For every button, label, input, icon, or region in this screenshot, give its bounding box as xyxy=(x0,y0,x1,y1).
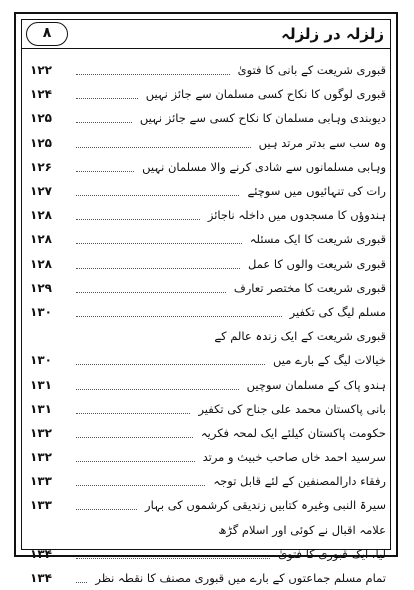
toc-entry-title: قبوری شریعت کے ایک زندہ عالم کے xyxy=(214,329,386,344)
dot-leader xyxy=(76,363,265,365)
toc-entry-title: خیالات لیگ کے بارے میں xyxy=(273,353,386,368)
dot-leader xyxy=(76,267,240,269)
toc-entry-title: قبوری شریعت کا ایک مسئلہ xyxy=(249,232,386,247)
dot-leader xyxy=(76,460,195,462)
toc-entry-page: ۱۳۴ xyxy=(30,571,52,586)
toc-entry-title: سیرۃ النبی وغیرہ کتابیں زندیقی کرشموں کی بہار xyxy=(145,498,386,513)
toc-entry xyxy=(30,179,386,203)
toc-entry-page: ۱۲۸ xyxy=(30,256,52,271)
toc-entry xyxy=(30,131,386,155)
toc-entry-title: ہندوؤں کا مسجدوں میں داخلہ ناجائز xyxy=(207,208,386,223)
toc-entry-title: دیوبندی وہابی مسلمان کا نکاح کسی سے جائز نہیں xyxy=(139,111,386,126)
toc-entry xyxy=(30,518,386,542)
toc-entry-page: ۱۳۱ xyxy=(30,377,52,392)
dot-leader xyxy=(76,73,230,75)
toc-entry-page: ۱۲۷ xyxy=(30,184,52,199)
toc-entry-page: ۱۳۲ xyxy=(30,425,52,440)
dot-leader xyxy=(76,194,239,196)
toc-entry-page: ۱۲۹ xyxy=(30,280,52,295)
dot-leader xyxy=(76,97,138,99)
toc-entry-title: رفقاء دارالمصنفین کے لئے قابل توجہ xyxy=(213,474,386,489)
toc-entry-page: ۱۲۸ xyxy=(30,208,52,223)
toc-entry-title: قبوری لوگوں کا نکاح کسی مسلمان سے جائز نہیں xyxy=(145,87,386,102)
toc-entry-page: ۱۳۲ xyxy=(30,450,52,465)
toc-entry-page: ۱۳۱ xyxy=(30,401,52,416)
toc-entry xyxy=(30,203,386,227)
dot-leader xyxy=(76,581,87,583)
table-of-contents xyxy=(30,58,386,590)
toc-entry xyxy=(30,372,386,396)
toc-entry-page: ۱۳۰ xyxy=(30,353,52,368)
dot-leader xyxy=(76,557,270,559)
toc-entry-page: ۱۳۳ xyxy=(30,474,52,489)
dot-leader xyxy=(76,508,137,510)
toc-entry-page: ۱۳۴ xyxy=(30,546,52,561)
toc-entry-page: ۱۳۳ xyxy=(30,498,52,513)
toc-entry xyxy=(30,82,386,106)
toc-entry-page: ۱۲۵ xyxy=(30,111,52,126)
toc-entry-title: وہ سب سے بدتر مرتد ہیں xyxy=(258,135,386,150)
toc-entry-title: بانی پاکستان محمد علی جناح کی تکفیر xyxy=(198,401,386,416)
toc-entry-title: سرسید احمد خاں صاحب خبیث و مرتد xyxy=(202,450,386,465)
dot-leader xyxy=(76,170,134,172)
toc-entry-title: قبوری شریعت کا مختصر تعارف xyxy=(233,280,386,295)
toc-entry-title: رات کی تنہائیوں میں سوچئے xyxy=(247,184,386,199)
toc-entry xyxy=(30,227,386,251)
dot-leader xyxy=(76,242,242,244)
toc-entry xyxy=(30,106,386,130)
toc-entry-page: ۱۲۴ xyxy=(30,87,52,102)
toc-entry-page: ۱۲۲ xyxy=(30,63,52,78)
toc-entry xyxy=(30,276,386,300)
toc-entry xyxy=(30,469,386,493)
toc-entry xyxy=(30,324,386,348)
dot-leader xyxy=(76,412,190,414)
toc-entry xyxy=(30,252,386,276)
toc-entry-title: تمام مسلم جماعتوں کے بارے میں قبوری مصنف کا نقطہ نظر xyxy=(95,571,386,586)
toc-entry-title: علامہ اقبال نے کوئی اور اسلام گڑھ xyxy=(218,522,386,537)
toc-entry xyxy=(30,348,386,372)
toc-entry-title: قبوری شریعت والوں کا عمل xyxy=(248,256,386,271)
dot-leader xyxy=(76,484,205,486)
toc-entry-page: ۱۳۰ xyxy=(30,304,52,319)
toc-entry-page: ۱۲۸ xyxy=(30,232,52,247)
dot-leader xyxy=(76,315,282,317)
toc-entry-title: ہندو پاک کے مسلمان سوچیں xyxy=(246,377,386,392)
toc-entry xyxy=(30,542,386,566)
toc-entry xyxy=(30,155,386,179)
dot-leader xyxy=(76,388,239,390)
toc-entry xyxy=(30,421,386,445)
page-number: ۸ xyxy=(26,22,68,46)
dot-leader xyxy=(76,436,193,438)
toc-entry-title: وہابی مسلمانوں سے شادی کرنے والا مسلمان نہیں xyxy=(142,159,386,174)
toc-entry-title: مسلم لیگ کی تکفیر xyxy=(289,304,386,319)
toc-entry xyxy=(30,58,386,82)
toc-entry-title: قبوری شریعت کے بانی کا فتویٰ xyxy=(237,63,386,78)
toc-entry-title: حکومت پاکستان کیلئے ایک لمحہ فکریہ xyxy=(200,425,386,440)
toc-entry xyxy=(30,493,386,517)
book-title: زلزلہ در زلزلہ xyxy=(281,25,384,43)
toc-entry xyxy=(30,566,386,590)
toc-entry xyxy=(30,300,386,324)
toc-entry xyxy=(30,445,386,469)
dot-leader xyxy=(76,291,226,293)
dot-leader xyxy=(76,121,132,123)
toc-entry xyxy=(30,397,386,421)
toc-entry-page: ۱۲۵ xyxy=(30,135,52,150)
dot-leader xyxy=(76,218,200,220)
toc-entry-page: ۱۲۶ xyxy=(30,159,52,174)
toc-entry-title: لیا، ایک قبوری کا فتویٰ xyxy=(278,546,386,561)
dot-leader xyxy=(76,146,251,148)
